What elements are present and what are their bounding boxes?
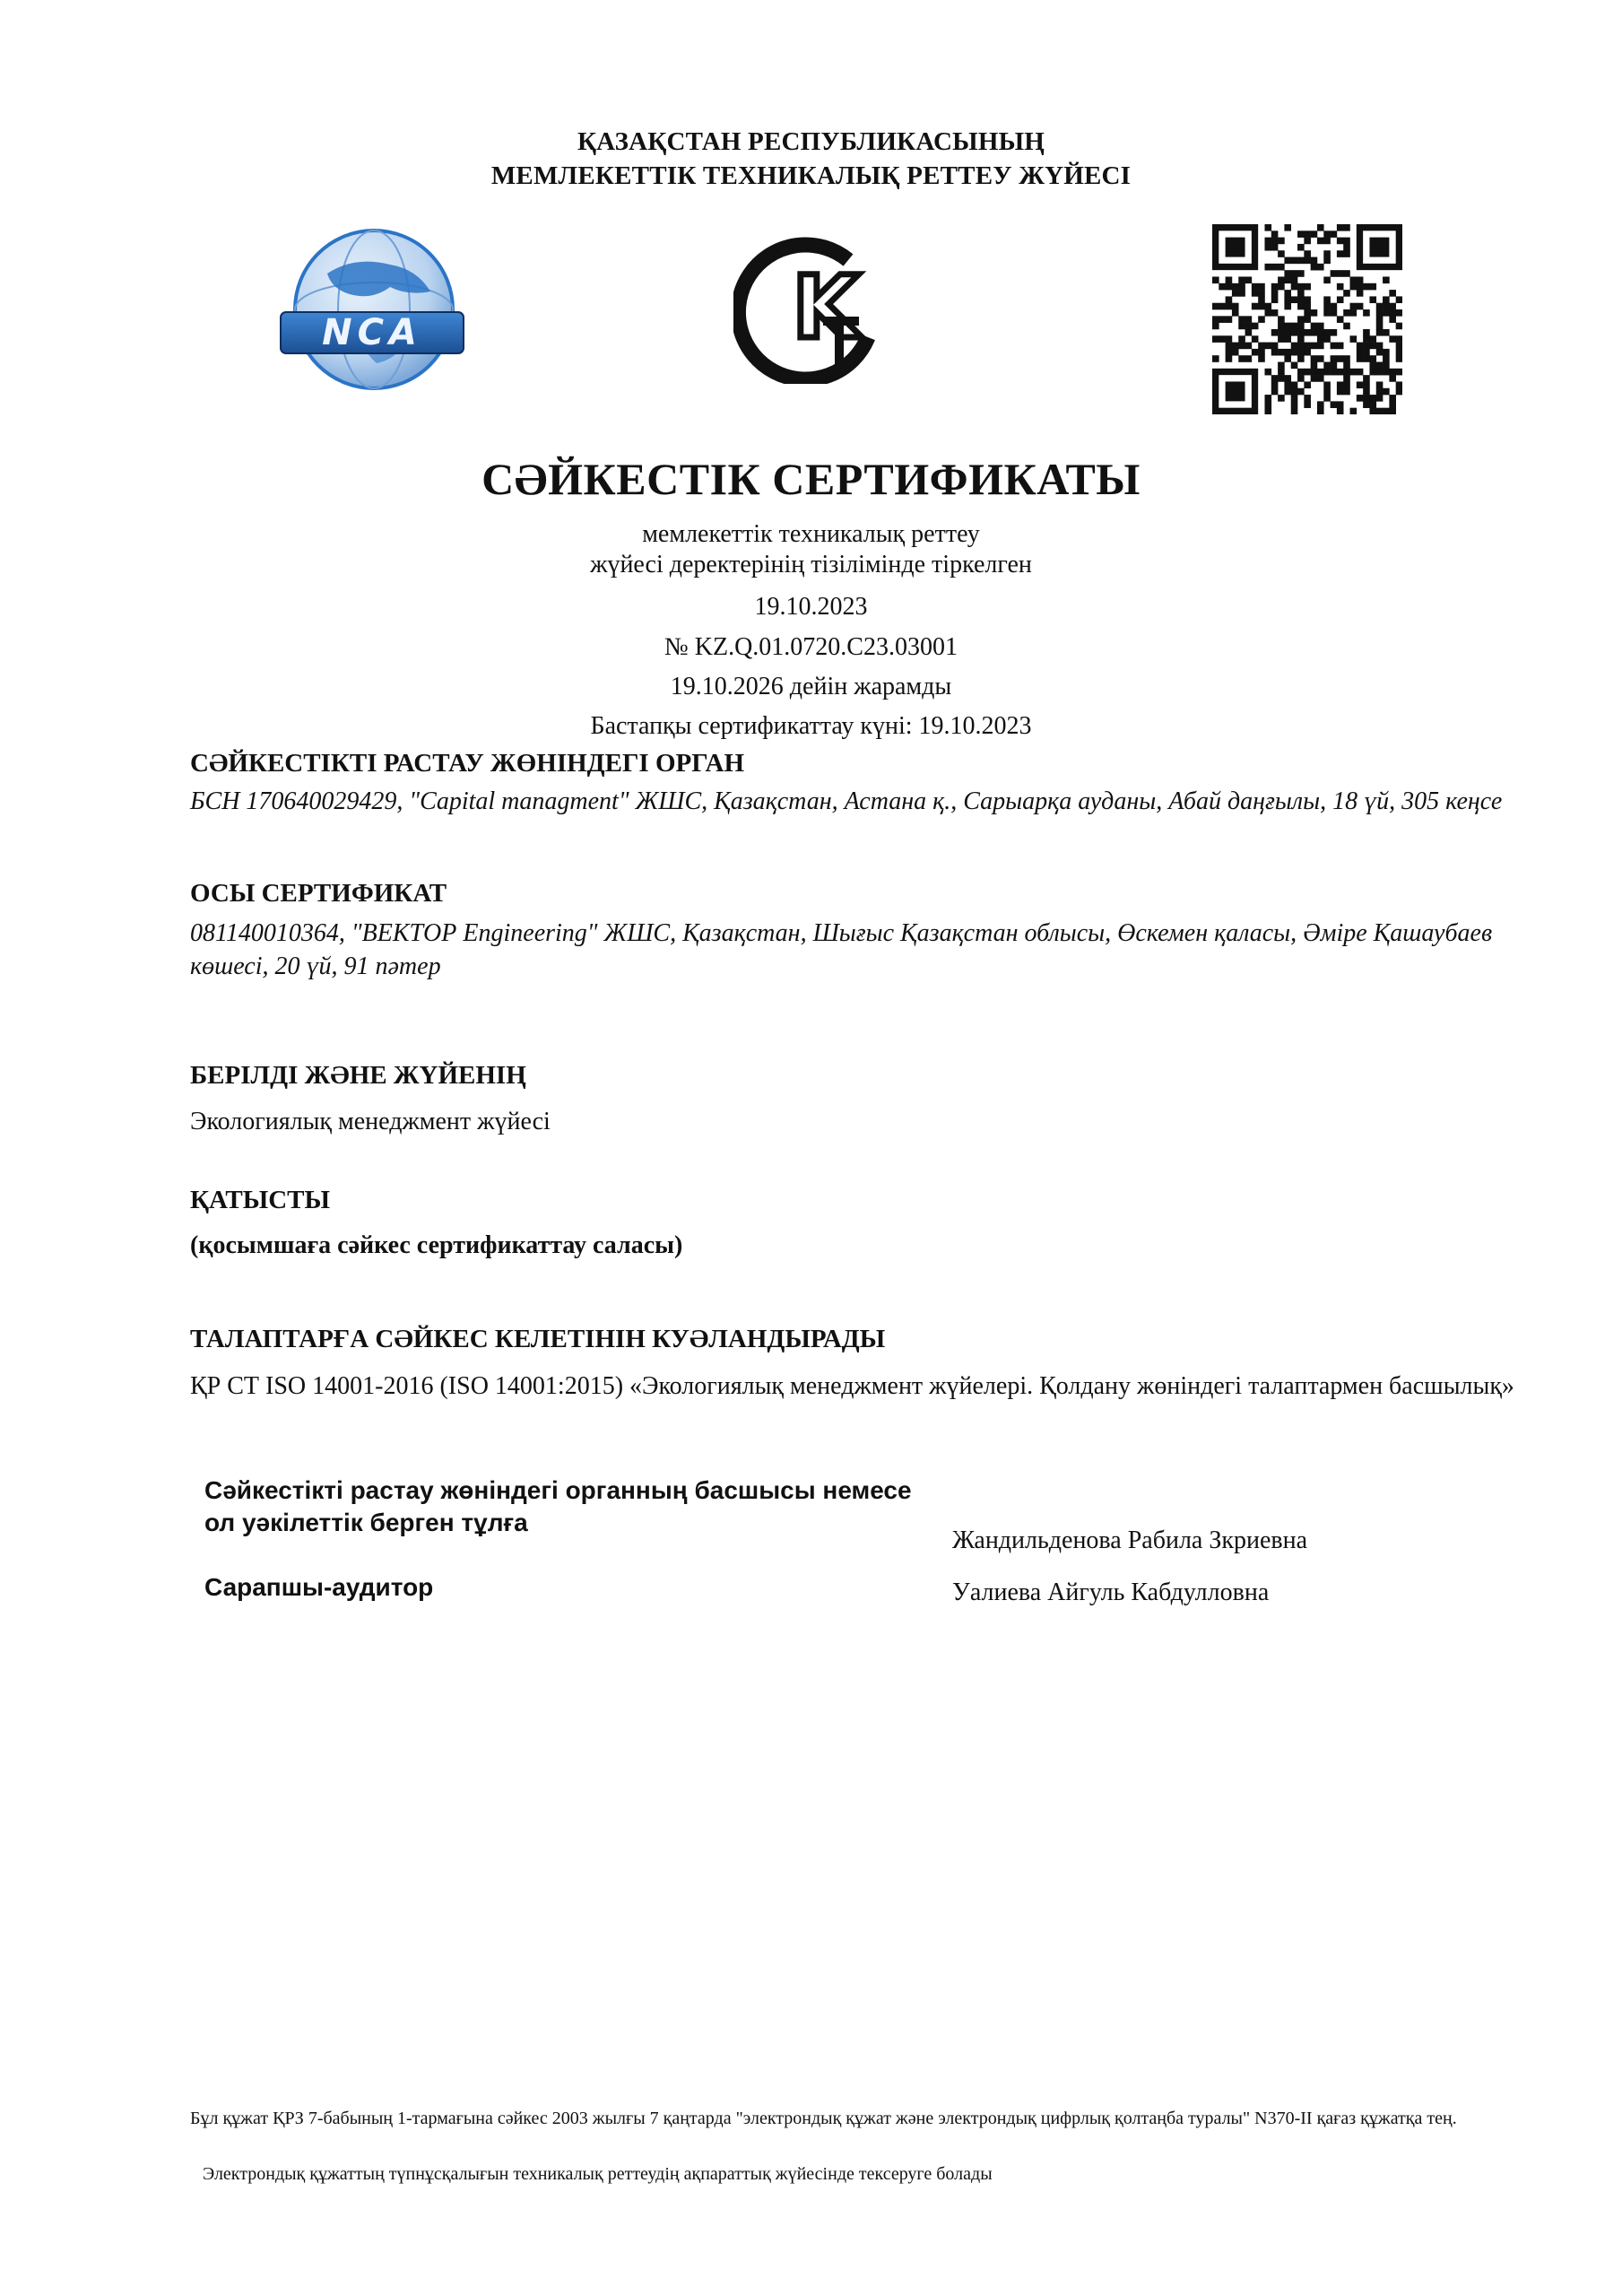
scope-heading: ҚАТЫСТЫ <box>190 1186 331 1214</box>
registry-date: 19.10.2023 <box>754 593 868 621</box>
nca-globe-logo <box>273 224 471 395</box>
header-line-2: МЕМЛЕКЕТТІК ТЕХНИКАЛЫҚ РЕТТЕУ ЖҮЙЕСІ <box>490 161 1132 190</box>
certificate-title: СӘЙКЕСТІК СЕРТИФИКАТЫ <box>481 454 1141 504</box>
organ-text: БСН 170640029429, "Capital managment" ЖШС, Қазақстан, Астана қ., Сарыарқа ауданы, Абай даңғылы, 18 үй, 305 кеңсе <box>190 787 1503 815</box>
initial-certification-date: Бастапқы сертификаттау күні: 19.10.2023 <box>590 712 1032 740</box>
header-line-1: ҚАЗАҚСТАН РЕСПУБЛИКАСЫНЫҢ <box>577 127 1045 156</box>
scope-text: (қосымшаға сәйкес сертификаттау саласы) <box>190 1231 683 1259</box>
footer-verification-text: Электрондық құжаттың түпнұсқалығын техникалық реттеудің ақпараттық жүйесінде тексеруге болады <box>203 2164 993 2184</box>
valid-until: 19.10.2026 дейін жарамды <box>670 673 952 700</box>
qr-code <box>1212 224 1402 414</box>
system-text: Экологиялық менеджмент жүйесі <box>190 1108 551 1135</box>
nca-logo-text: NCA <box>322 312 422 353</box>
system-heading: БЕРІЛДІ ЖӘНЕ ЖҮЙЕНІҢ <box>190 1061 526 1090</box>
auditor-label: Сарапшы-аудитор <box>204 1573 434 1601</box>
auditor-name: Уалиева Айгуль Кабдулловна <box>952 1578 1270 1606</box>
kz-mark-letters: K <box>793 257 860 358</box>
registry-line-2: жүйесі деректерінің тізілімінде тіркелген <box>590 551 1032 578</box>
head-label-line-2: ол уәкілеттік берген тұлға <box>204 1509 528 1536</box>
registry-line-1: мемлекеттік техникалық реттеу <box>642 520 980 548</box>
kz-conformity-mark <box>733 231 886 384</box>
organ-heading: СӘЙКЕСТІКТІ РАСТАУ ЖӨНІНДЕГІ ОРГАН <box>190 749 745 778</box>
certificate-heading: ОСЫ СЕРТИФИКАТ <box>190 879 447 908</box>
requirements-text: ҚР СТ ISO 14001-2016 (ISO 14001:2015) «Экологиялық менеджмент жүйелері. Қолдану жөніндегі талаптармен басшылық» <box>190 1372 1514 1400</box>
registry-number: № KZ.Q.01.0720.C23.03001 <box>664 633 958 661</box>
certificate-holder-text: 081140010364, "ВЕКТОР Engineering" ЖШС, Қазақстан, Шығыс Қазақстан облысы, Өскемен қаласы, Әміре Қашаубаев көшесі, 20 үй, 91 пәтер <box>190 919 1493 980</box>
requirements-heading: ТАЛАПТАРҒА СӘЙКЕС КЕЛЕТІНІН КУӘЛАНДЫРАДЫ <box>190 1325 886 1353</box>
head-name: Жандильденова Рабила Зкриевна <box>952 1526 1308 1554</box>
head-label-line-1: Сәйкестікті растау жөніндегі органның басшысы немесе <box>204 1476 912 1504</box>
footer-legal-text: Бұл құжат ҚРЗ 7-бабының 1-тармағына сәйкес 2003 жылғы 7 қаңтарда "электрондық құжат және электрондық цифрлық қолтаңба туралы" N370-II қағаз құжатқа тең. <box>190 2109 1457 2128</box>
